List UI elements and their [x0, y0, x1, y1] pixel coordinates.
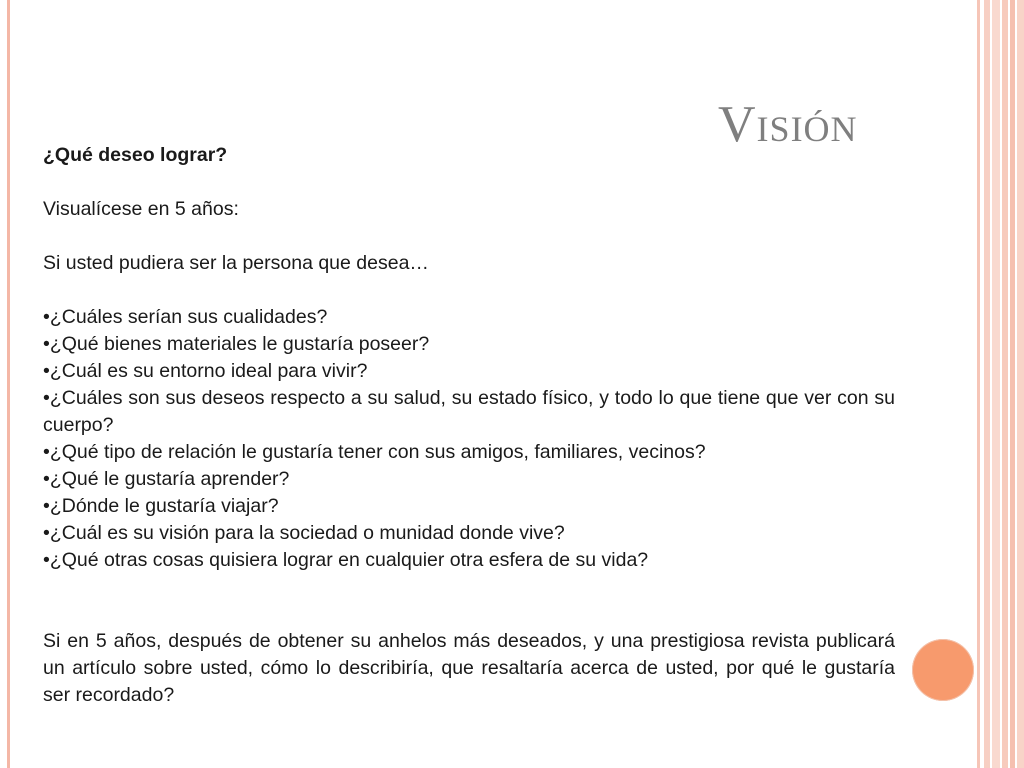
slide-body	[43, 142, 895, 709]
accent-circle	[912, 639, 974, 701]
question-item: • ¿Cuál es su visión para la sociedad o munidad donde vive?	[43, 520, 895, 547]
question-item: • ¿Qué bienes materiales le gustaría poseer?	[43, 331, 895, 358]
question-item: • ¿Cuál es su entorno ideal para vivir?	[43, 358, 895, 385]
question-item: • ¿Qué le gustaría aprender?	[43, 466, 895, 493]
question-item: • ¿Qué tipo de relación le gustaría tener con sus amigos, familiares, vecinos?	[43, 439, 895, 466]
question-item: • ¿Cuáles son sus deseos respecto a su salud, su estado físico, y todo lo que tiene que ver con su cuerpo?	[43, 385, 895, 439]
question-item: • ¿Qué otras cosas quisiera lograr en cualquier otra esfera de su vida?	[43, 547, 895, 574]
slide-title: Visión	[718, 96, 858, 153]
question-item: • ¿Dónde le gustaría viajar?	[43, 493, 895, 520]
right-border-band	[1017, 0, 1024, 768]
intro-line: Visualícese en 5 años:	[43, 198, 239, 220]
intro-line: Si usted pudiera ser la persona que desea…	[43, 252, 429, 274]
left-border-line	[7, 0, 10, 768]
section-heading: ¿Qué deseo lograr?	[43, 144, 228, 166]
closing-paragraph: Si en 5 años, después de obtener su anhelos más deseados, y una prestigiosa revista publicará un artículo sobre usted, cómo lo describiría, que resaltaría acerca de usted, por qué le gustaría ser recordado?	[43, 630, 895, 706]
question-item: • ¿Cuáles serían sus cualidades?	[43, 304, 895, 331]
